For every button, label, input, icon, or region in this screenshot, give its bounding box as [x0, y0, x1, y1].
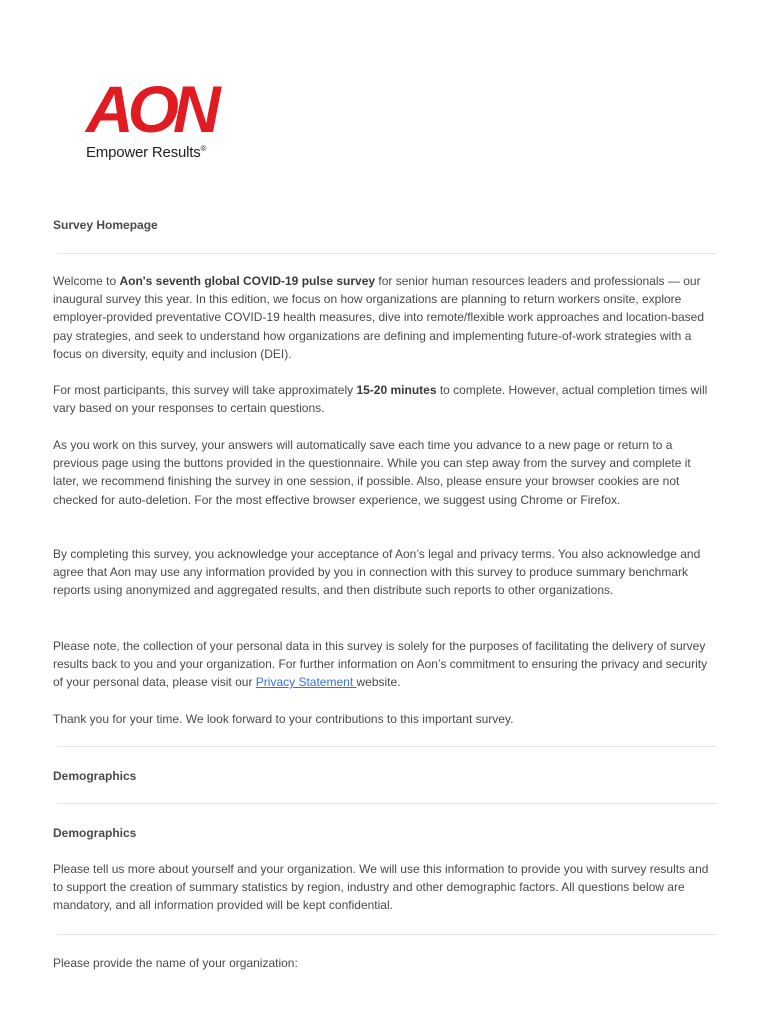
divider	[57, 934, 717, 935]
intro-paragraph-2: For most participants, this survey will take approximately 15-20 minutes to complete. However, actual completion times will vary based on your responses to certain questions.	[53, 383, 708, 416]
section-heading-demographics: Demographics	[53, 769, 137, 783]
aon-logo-text: AON	[86, 80, 215, 140]
section-heading-survey-homepage: Survey Homepage	[53, 218, 158, 232]
brand-tagline: Empower Results®	[86, 144, 207, 161]
question-organization-name: Please provide the name of your organization:	[53, 956, 298, 970]
intro-paragraph-6: Thank you for your time. We look forward to your contributions to this important survey.	[53, 712, 514, 726]
intro-paragraph-4: By completing this survey, you acknowledge your acceptance of Aon’s legal and privacy terms. You also acknowledge and agree that Aon may use any information provided by you in connection with this survey to produce summary benchmark reports using anonymized and aggregated results, and then distribute such reports to other organizations.	[53, 547, 701, 598]
subsection-heading-demographics: Demographics	[53, 826, 137, 840]
divider	[57, 746, 717, 747]
demographics-description: Please tell us more about yourself and your organization. We will use this information to provide you with survey results and to support the creation of summary statistics by region, industry and other demographic factors. All questions below are mandatory, and all information provided will be kept confidential.	[53, 862, 709, 913]
privacy-statement-link[interactable]: Privacy Statement	[255, 675, 357, 690]
intro-paragraph-1: Welcome to Aon's seventh global COVID-19 pulse survey for senior human resources leaders and professionals — our inaugural survey this year. In this edition, we focus on how organizations are planning to return workers onsite, explore employer-provided preventative COVID-19 health measures, dive into remote/flexible work approaches and location-based pay strategies, and seek to understand how organizations are defining and implementing future-of-work strategies with a focus on diversity, equity and inclusion (DEI).	[53, 274, 705, 361]
aon-logo-mark	[84, 80, 234, 140]
intro-paragraph-5: Please note, the collection of your personal data in this survey is solely for the purposes of facilitating the delivery of survey results back to you and your organization. For further information on Aon’s commitment to ensuring the privacy and security of your personal data, please visit our Privacy Statement website.	[53, 639, 708, 690]
intro-paragraph-3: As you work on this survey, your answers will automatically save each time you advance to a new page or return to a previous page using the buttons provided in the questionnaire. While you can step away from the survey and complete it later, we recommend finishing the survey in one session, if possible. Also, please ensure your browser cookies are not checked for auto-deletion. For the most effective browser experience, we suggest using Chrome or Firefox.	[53, 438, 691, 507]
divider	[57, 803, 717, 804]
divider	[57, 253, 717, 254]
